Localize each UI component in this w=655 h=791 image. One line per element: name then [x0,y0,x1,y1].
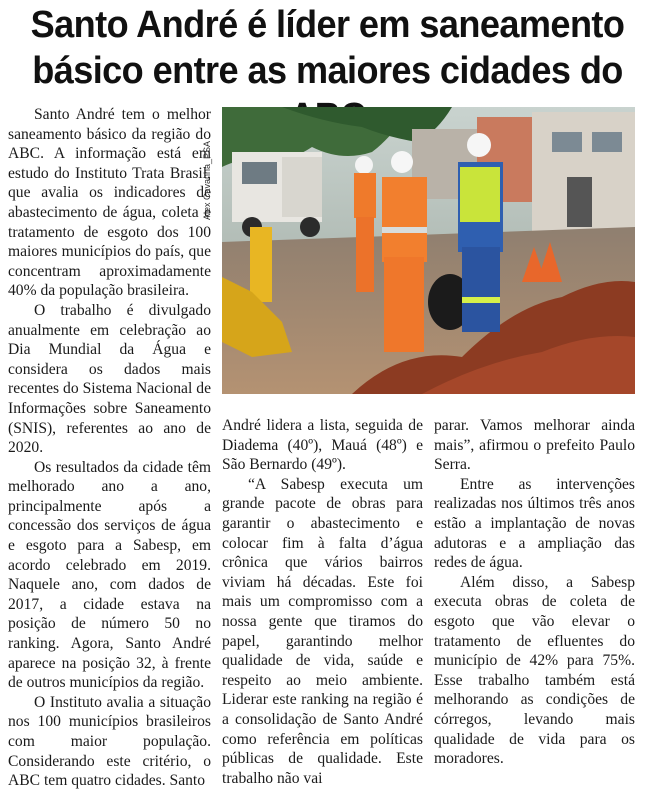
photo-truck-window [242,162,277,184]
photo-worker [354,173,376,218]
photo-worker-helmet [467,133,491,157]
headline-line-1: Santo André é líder em saneamento [30,4,625,46]
photo-building-door [567,177,592,227]
photo-truck-cab [282,157,322,217]
photo-building-window [552,132,582,152]
article-column-1 [8,105,211,790]
photo-worker-helmet [355,156,373,174]
article-column-3 [434,416,635,768]
photo-credit [200,108,222,228]
paragraph: O trabalho é divulgado anualmente em celebração ao Dia Mundial da Água e considera os dados mais recentes do Sistema Nacional de Informações sobre Saneamento (SNIS), referentes ao ano de 2020. [8,301,211,457]
photo-worker [382,177,427,262]
photo-worker-stripe [462,297,500,303]
photo-barrier [250,227,272,302]
article-column-2 [222,416,423,787]
article-photo [222,107,635,394]
photo-building-window [592,132,622,152]
photo-worker-helmet [391,151,413,173]
paragraph: “A Sabesp executa um grande pacote de obras para garantir o abastecimento e colocar fim à falta d’água crônica que vários bairros viviam há décadas. Este foi mais um compromisso com a nossa gente que tiramos do papel, garantindo melhor qualidade de vida, saúde e respeito ao meio ambiente. Liderar este ranking na região é a consolidação de Santo André como referência em políticas públicas de qualidade. Este trabalho não vai [222,475,423,787]
paragraph: André lidera a lista, seguida de Diadema (40º), Mauá (48º) e São Bernardo (49º). [222,417,423,474]
paragraph: parar. Vamos melhorar ainda mais”, afirmou o prefeito Paulo Serra. [434,417,635,474]
headline-line-2: básico entre as maiores cidades do [32,50,623,92]
paragraph: Além disso, a Sabesp executa obras de coleta de esgoto que vão elevar o tratamento de efluentes do município de 42% para 75%. Esse trabalho também está melhorando as condições de córregos, levando mais qualidade de vida para os moradores. [434,573,635,768]
photo-worker-stripe [382,227,427,233]
photo-worker-vest [460,167,500,222]
photo-worker-legs [384,257,424,352]
photo-credit-text: Alex Cavanha_PSA [202,140,212,220]
photo-worker-legs [462,247,500,332]
paragraph: Entre as intervenções realizadas nos últimos três anos estão a implantação de novas adutoras e a ampliação das redes de água. [434,475,635,572]
paragraph: Santo André tem o melhor saneamento básico da região do ABC. A informação está em estudo do Instituto Trata Brasil, que avalia os indicadores de abastecimento de água, coleta e tratamento de esgoto dos 100 maiores municípios do país, que concentram aproximadamente 40% da população brasileira. [8,106,211,300]
paragraph: O Instituto avalia a situação nos 100 municípios brasileiros com maior população. Considerando este critério, o ABC tem quatro cidades. Santo [8,693,211,790]
paragraph: Os resultados da cidade têm melhorado ano a ano, principalmente após a concessão dos serviços de água e esgoto para a Sabesp, em acordo celebrado em 2019. Naquele ano, com dados de 2017, a cidade estava na posição de número 50 no ranking. Agora, Santo André aparece na posição 32, à frente de outros municípios da região. [8,458,211,692]
photo-truck-wheel [300,217,320,237]
photo-worker-legs [356,217,374,292]
